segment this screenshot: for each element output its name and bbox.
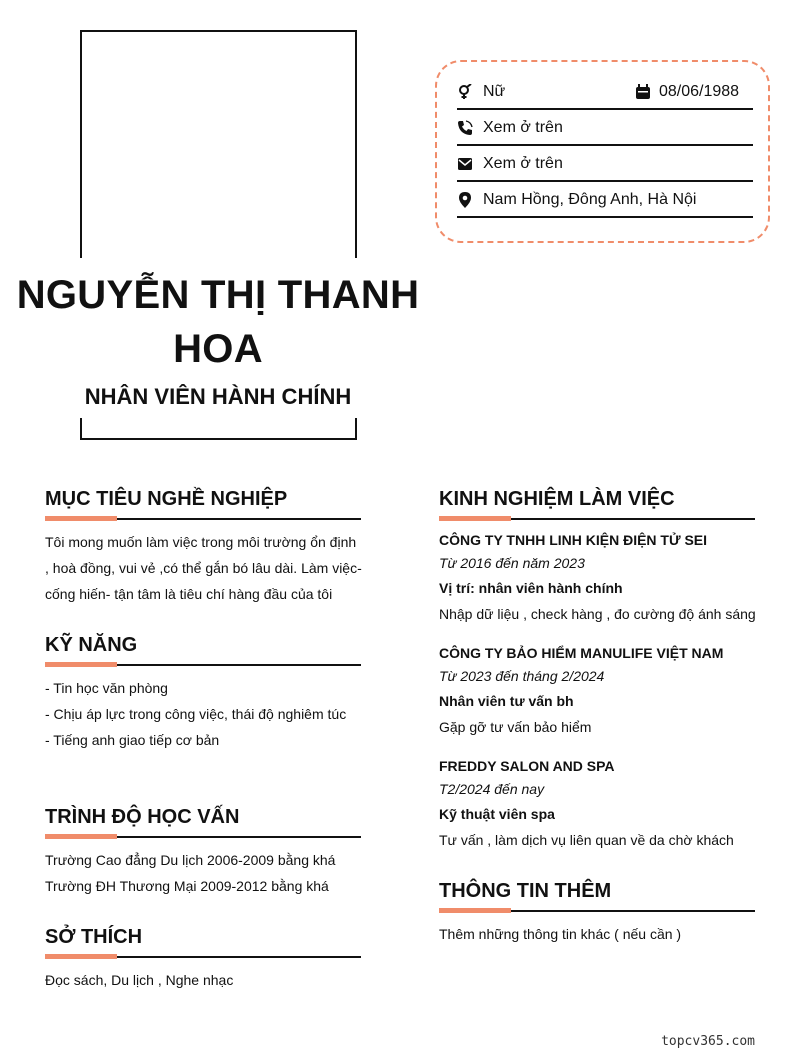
gender-icon	[457, 84, 473, 100]
skill-item: - Tiếng anh giao tiếp cơ bản	[45, 732, 220, 748]
contact-row-gender-dob	[457, 76, 753, 110]
hobbies-title: SỞ THÍCH	[45, 926, 143, 948]
envelope-icon	[457, 156, 473, 172]
objective-accent	[45, 516, 117, 521]
job-period: Từ 2023 đến tháng 2/2024	[439, 668, 605, 684]
job-position: Nhân viên tư vấn bh	[439, 693, 574, 709]
objective-line: Tôi mong muốn làm việc trong môi trường ổn định	[45, 534, 357, 550]
skills-title: KỸ NĂNG	[45, 634, 138, 656]
extra-info-text: Thêm những thông tin khác ( nếu cần )	[439, 926, 682, 942]
experience-accent	[439, 516, 511, 521]
contact-row-email	[457, 148, 753, 182]
extra-info-title: THÔNG TIN THÊM	[439, 880, 612, 902]
job-position: Vị trí: nhân viên hành chính	[439, 580, 623, 596]
role-bracket-divider	[80, 418, 357, 440]
job-description: Gặp gỡ tư vấn bảo hiểm	[439, 719, 592, 735]
dob-value: 08/06/1988	[659, 83, 740, 100]
contact-row-address	[457, 184, 753, 218]
skill-item: - Chịu áp lực trong công việc, thái độ nghiêm túc	[45, 706, 347, 722]
profile-photo-frame	[80, 30, 357, 258]
job-period: Từ 2016 đến năm 2023	[439, 555, 585, 571]
job-position: Kỹ thuật viên spa	[439, 806, 555, 822]
footer-watermark[interactable]: topcv365.com	[661, 1034, 755, 1049]
hobbies-text: Đọc sách, Du lịch , Nghe nhạc	[45, 972, 234, 988]
contact-card	[435, 60, 770, 243]
hobbies-accent	[45, 954, 117, 959]
candidate-name: NGUYỄN THỊ THANH HOA	[16, 273, 420, 371]
job-description: Nhập dữ liệu , check hàng , đo cường độ ánh sáng	[439, 606, 756, 622]
education-item: Trường ĐH Thương Mại 2009-2012 bằng khá	[45, 878, 329, 894]
objective-line: cống hiến- tận tâm là tiêu chí hàng đầu của tôi	[45, 586, 333, 602]
job-description: Tư vấn , làm dịch vụ liên quan về da chờ khách	[439, 832, 734, 848]
education-item: Trường Cao đẳng Du lịch 2006-2009 bằng khá	[45, 852, 336, 868]
extra-info-accent	[439, 908, 511, 913]
job-company: CÔNG TY BẢO HIỂM MANULIFE VIỆT NAM	[439, 645, 724, 661]
contact-row-phone	[457, 112, 753, 146]
email-value: Xem ở trên	[483, 155, 563, 172]
gender-value: Nữ	[483, 83, 506, 100]
objective-line: , hoà đồng, vui vẻ ,có thể gắn bó lâu dài. Làm việc-	[45, 560, 362, 576]
skills-accent	[45, 662, 117, 667]
candidate-role: NHÂN VIÊN HÀNH CHÍNH	[84, 384, 352, 409]
address-value: Nam Hồng, Đông Anh, Hà Nội	[483, 191, 697, 208]
phone-value: Xem ở trên	[483, 119, 563, 136]
calendar-icon	[635, 84, 651, 100]
job-company: CÔNG TY TNHH LINH KIỆN ĐIỆN TỬ SEI	[439, 532, 708, 548]
job-period: T2/2024 đến nay	[439, 781, 545, 797]
location-pin-icon	[457, 192, 473, 208]
job-company: FREDDY SALON AND SPA	[439, 758, 615, 774]
education-accent	[45, 834, 117, 839]
experience-title: KINH NGHIỆM LÀM VIỆC	[439, 488, 675, 510]
phone-icon	[457, 120, 473, 136]
skill-item: - Tin học văn phòng	[45, 680, 168, 696]
education-title: TRÌNH ĐỘ HỌC VẤN	[45, 806, 240, 828]
objective-title: MỤC TIÊU NGHỀ NGHIỆP	[45, 488, 288, 510]
